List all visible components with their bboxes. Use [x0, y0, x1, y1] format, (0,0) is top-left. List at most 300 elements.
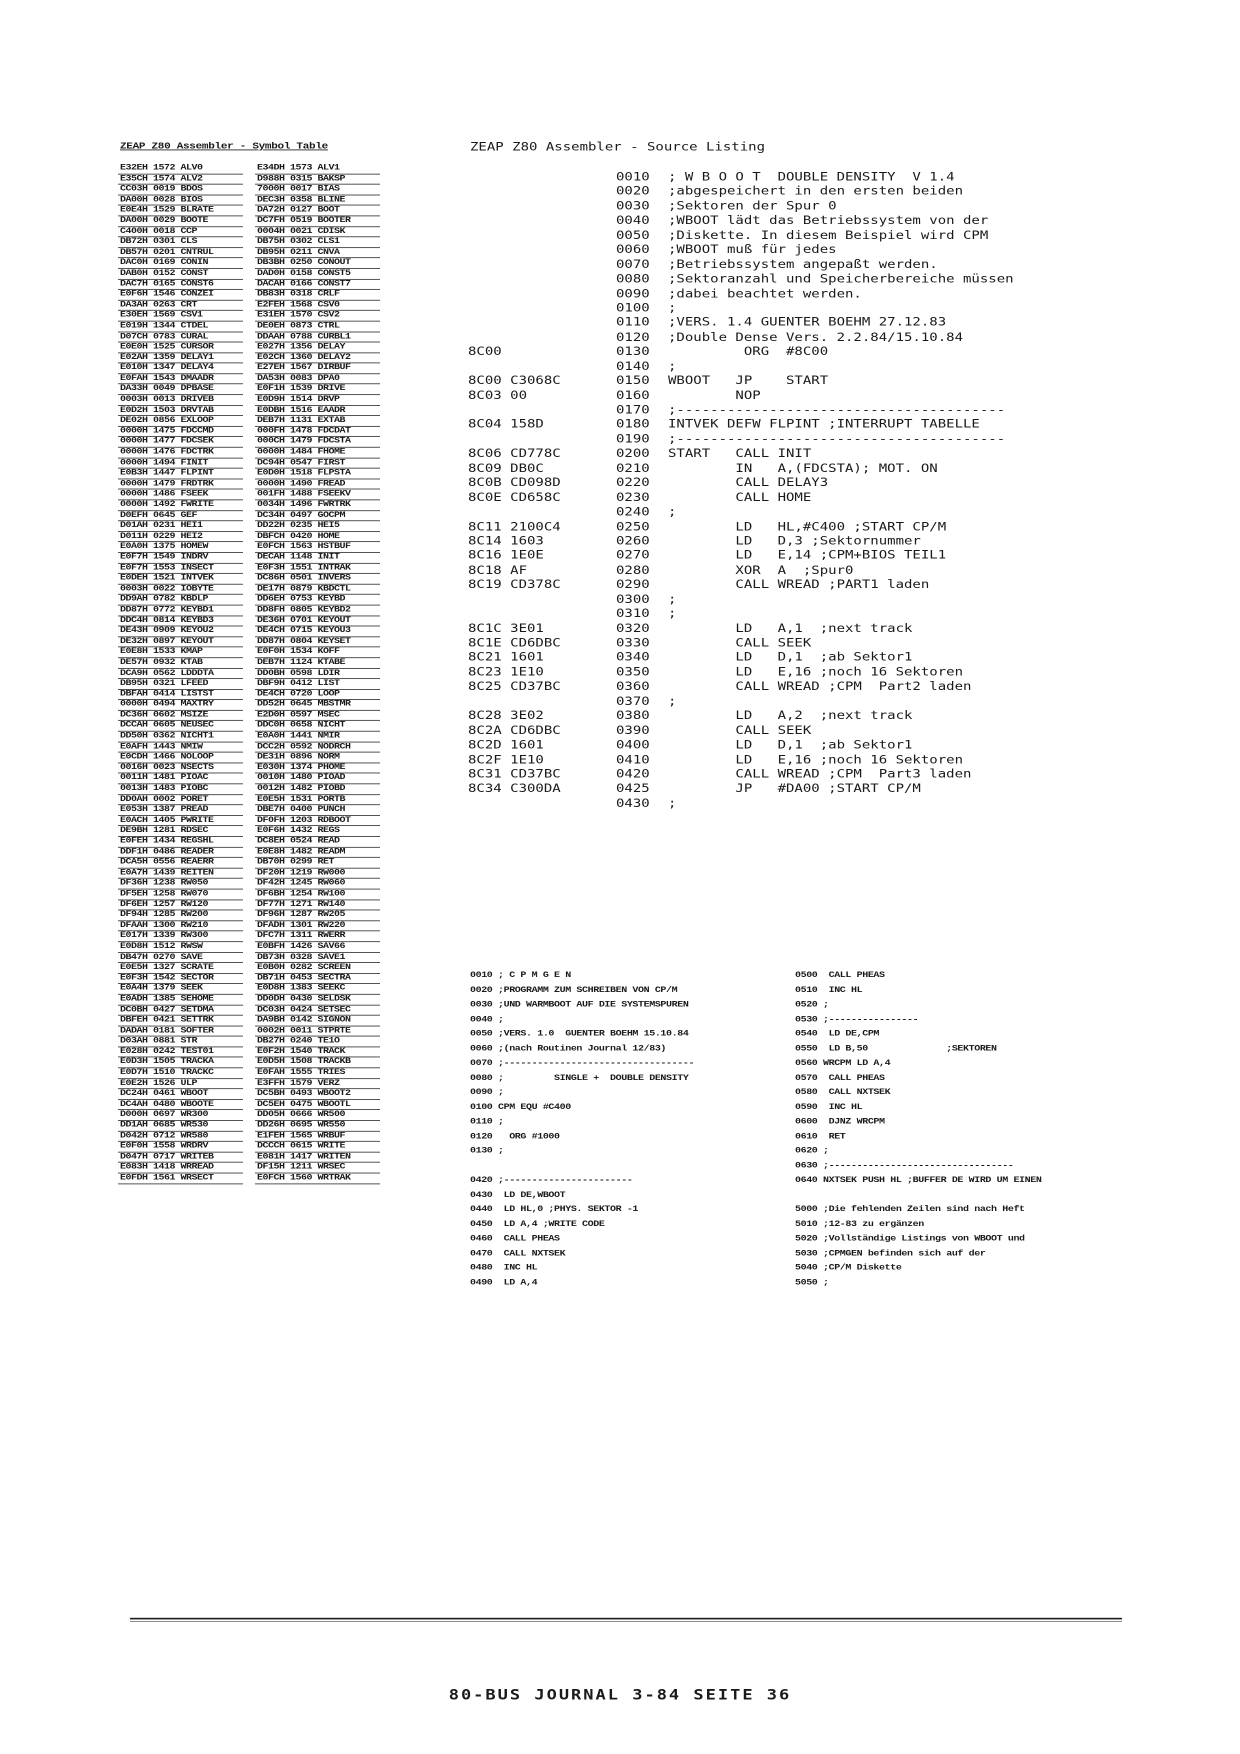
symbol-row [118, 311, 380, 322]
symbol-row [118, 458, 380, 469]
symbol-gap [243, 290, 255, 301]
source-code: LD A,2 ;next track [668, 709, 913, 723]
symbol-gap [243, 773, 255, 784]
symbol-gap [243, 921, 255, 932]
symbol-row [118, 374, 380, 385]
symbol-entry: E0E0H 1525 CURSOR [118, 342, 243, 353]
source-line [468, 433, 1014, 448]
source-line-number: 0030 [616, 199, 650, 213]
symbol-entry: DE32H 0897 KEYOUT [118, 637, 243, 648]
symbol-entry: DC94H 0547 FIRST [255, 458, 380, 469]
symbol-gap [243, 1120, 255, 1131]
symbol-entry: DC03H 0424 SETSEC [255, 1005, 380, 1016]
cpmgen-line: 0480 INC HL [470, 1263, 538, 1273]
symbol-gap [243, 374, 255, 385]
source-line [468, 709, 1014, 724]
symbol-row [118, 195, 380, 206]
source-code: ; [668, 505, 677, 519]
symbol-entry: DD0AH 0002 PORET [118, 794, 243, 805]
symbol-entry: D0EFH 0645 GEF [118, 510, 243, 521]
symbol-entry: DE31H 0896 NORM [255, 752, 380, 763]
source-code: ; [668, 607, 677, 621]
source-code: IN A,(FDCSTA); MOT. ON [668, 461, 938, 476]
source-line-number: 0070 [616, 257, 650, 272]
symbol-entry: E0E5H 1327 SCRATE [118, 963, 243, 974]
cpmgen-line: 0620 ; [795, 1146, 829, 1156]
cpmgen-line: 0010 ; C P M G E N [470, 971, 571, 981]
symbol-row [118, 1141, 380, 1152]
symbol-entry: E0ACH 1405 PWRITE [118, 815, 243, 826]
source-line [468, 549, 1014, 564]
symbol-entry: E0A0H 1375 HOMEW [118, 542, 243, 553]
source-line-number: 0425 [616, 782, 650, 796]
source-line-number: 0390 [616, 723, 650, 738]
symbol-entry: E0D8H 1383 SEEKC [255, 984, 380, 995]
source-code: CALL WREAD ;PART1 laden [668, 578, 930, 592]
symbol-entry: 0012H 1482 PIOBD [255, 784, 380, 795]
symbol-row [118, 1057, 380, 1068]
symbol-entry: E0D9H 1514 DRVP [255, 395, 380, 406]
symbol-row [118, 489, 380, 500]
symbol-row [118, 479, 380, 490]
source-line [468, 767, 1014, 782]
symbol-row [118, 258, 380, 269]
symbol-entry: E0FAH 1543 DMAADR [118, 374, 243, 385]
symbol-entry: E27EH 1567 DIRBUF [255, 363, 380, 374]
symbol-entry: DF6EH 1257 RW120 [118, 900, 243, 911]
source-address: 8C1E CD6DBC [468, 636, 561, 650]
symbol-gap [243, 437, 255, 448]
source-line-number: 0420 [616, 767, 650, 781]
symbol-gap [243, 626, 255, 637]
symbol-entry: D07CH 0783 CURAL [118, 332, 243, 343]
symbol-row [118, 384, 380, 395]
cpmgen-line: 0610 RET [795, 1132, 846, 1142]
source-code: ;--------------------------------------- [668, 403, 1006, 417]
symbol-entry: DFAAH 1300 RW210 [118, 921, 243, 932]
cpmgen-line: 5050 ; [795, 1278, 829, 1288]
symbol-entry: DD87H 0772 KEYBD1 [118, 605, 243, 616]
symbol-entry: DD26H 0695 WR550 [255, 1120, 380, 1131]
source-code: ;WBOOT lädt das Betriebssystem von der [668, 214, 989, 228]
symbol-gap [243, 637, 255, 648]
symbol-gap [243, 857, 255, 868]
cpmgen-line: 0510 INC HL [795, 985, 863, 996]
symbol-entry: DB71H 0453 SECTRA [255, 973, 380, 984]
symbol-gap [243, 311, 255, 322]
symbol-gap [243, 479, 255, 490]
symbol-row [118, 1036, 380, 1047]
symbol-entry: E0DBH 1516 EAADR [255, 405, 380, 416]
symbol-row [118, 868, 380, 879]
symbol-entry: E0B0H 0282 SCREEN [255, 963, 380, 974]
symbol-entry: 001FH 1488 FSEEKV [255, 489, 380, 500]
source-listing-title: ZEAP Z80 Assembler - Source Listing [470, 140, 766, 154]
source-line-number: 0100 [616, 301, 650, 315]
symbol-entry: E010H 1347 DELAY4 [118, 363, 243, 374]
symbol-gap [243, 1057, 255, 1068]
source-line-number: 0410 [616, 752, 650, 767]
symbol-entry: E0E8H 1533 KMAP [118, 647, 243, 658]
symbol-gap [243, 258, 255, 269]
source-line [468, 666, 1014, 681]
symbol-gap [243, 984, 255, 995]
symbol-entry: DB3BH 0250 CONOUT [255, 258, 380, 269]
symbol-gap [243, 447, 255, 458]
symbol-entry: 0000H 1479 FRDTRK [118, 479, 243, 490]
symbol-entry: D011H 0229 HEI2 [118, 531, 243, 542]
symbol-gap [243, 658, 255, 669]
symbol-entry: 0000H 1484 FHOME [255, 447, 380, 458]
cpmgen-line: 0460 CALL PHEAS [470, 1234, 560, 1244]
symbol-gap [243, 616, 255, 627]
symbol-row [118, 658, 380, 669]
symbol-entry: E1FEH 1565 WRBUF [255, 1131, 380, 1142]
symbol-gap [243, 900, 255, 911]
symbol-entry: E0D3H 1505 TRACKA [118, 1057, 243, 1068]
source-line-number: 0180 [616, 417, 650, 432]
symbol-entry: D03AH 0881 STR [118, 1036, 243, 1047]
cpmgen-line [795, 1188, 1041, 1203]
symbol-gap [243, 395, 255, 406]
source-line [468, 243, 1014, 258]
symbol-row [118, 900, 380, 911]
symbol-entry: DF0FH 1203 RDBOOT [255, 815, 380, 826]
symbol-gap [243, 721, 255, 732]
symbol-row [118, 847, 380, 858]
symbol-row [118, 984, 380, 995]
symbol-gap [243, 731, 255, 742]
symbol-entry: DCCCH 0615 WRITE [255, 1141, 380, 1152]
symbol-entry: E0F3H 1551 INTRAK [255, 563, 380, 574]
source-line [468, 272, 1014, 287]
symbol-row [118, 416, 380, 427]
source-address: 8C11 2100C4 [468, 519, 561, 534]
symbol-entry: E0A7H 1439 REITEN [118, 868, 243, 879]
symbol-row [118, 952, 380, 963]
symbol-gap [243, 332, 255, 343]
symbol-entry: DF6BH 1254 RW100 [255, 889, 380, 900]
source-line-number: 0080 [616, 272, 650, 286]
symbol-entry: DD0BH 0598 LDIR [255, 668, 380, 679]
source-code: CALL SEEK [668, 636, 812, 650]
symbol-gap [243, 195, 255, 206]
symbol-gap [243, 952, 255, 963]
cpmgen-line: 0080 ; SINGLE + DOUBLE DENSITY [470, 1073, 689, 1083]
cpmgen-line: 0020 ;PROGRAMM ZUM SCHREIBEN VON CP/M [470, 985, 678, 996]
source-code: ;VERS. 1.4 GUENTER BOEHM 27.12.83 [668, 316, 947, 330]
source-line-number: 0320 [616, 621, 650, 636]
source-line-number: 0370 [616, 694, 650, 709]
source-line [468, 607, 1014, 622]
symbol-entry: DB47H 0270 SAVE [118, 952, 243, 963]
symbol-gap [243, 679, 255, 690]
symbol-row [118, 668, 380, 679]
source-address: 8C09 DB0C [468, 461, 544, 476]
symbol-gap [243, 300, 255, 311]
symbol-row [118, 879, 380, 890]
symbol-entry: DF77H 1271 RW140 [255, 900, 380, 911]
source-line [468, 258, 1014, 273]
symbol-entry: E0D5H 1508 TRACKB [255, 1057, 380, 1068]
symbol-entry: DB72H 0301 CLS [118, 237, 243, 248]
symbol-row [118, 542, 380, 553]
symbol-entry: DACAH 0166 CONST7 [255, 279, 380, 290]
symbol-gap [243, 216, 255, 227]
symbol-gap [243, 164, 255, 174]
source-address: 8C00 C3068C [468, 374, 561, 388]
symbol-gap [243, 563, 255, 574]
symbol-entry: DA72H 0127 BOOT [255, 205, 380, 216]
symbol-entry: E0E2H 1526 ULP [118, 1078, 243, 1089]
symbol-entry: DE43H 0909 KEYOU2 [118, 626, 243, 637]
symbol-gap [243, 826, 255, 837]
symbol-entry: E0F7H 1549 INDRV [118, 552, 243, 563]
source-code: LD E,14 ;CPM+BIOS TEIL1 [668, 549, 947, 563]
symbol-gap [243, 458, 255, 469]
symbol-gap [243, 1163, 255, 1174]
source-line [468, 491, 1014, 506]
symbol-entry: DA33H 0049 DPBASE [118, 384, 243, 395]
symbol-row [118, 500, 380, 511]
symbol-entry: 0000H 1494 FINIT [118, 458, 243, 469]
source-address: 8C2A CD6DBC [468, 723, 561, 738]
symbol-entry: DE02H 0856 EXLOOP [118, 416, 243, 427]
symbol-row [118, 973, 380, 984]
symbol-entry: DC34H 0497 GOCPM [255, 510, 380, 521]
symbol-row [118, 679, 380, 690]
symbol-entry: E0F3H 1542 SECTOR [118, 973, 243, 984]
symbol-entry: DF5EH 1258 RW070 [118, 889, 243, 900]
symbol-entry: 0034H 1496 FWRTRK [255, 500, 380, 511]
symbol-row [118, 332, 380, 343]
symbol-row [118, 174, 380, 185]
symbol-gap [243, 1068, 255, 1079]
symbol-gap [243, 868, 255, 879]
symbol-entry: E0E5H 1531 PORTB [255, 794, 380, 805]
symbol-gap [243, 742, 255, 753]
symbol-row [118, 1120, 380, 1131]
source-line [468, 578, 1014, 593]
cpmgen-line: 0520 ; [795, 1000, 829, 1010]
source-line [468, 287, 1014, 302]
source-line [468, 534, 1014, 549]
symbol-gap [243, 1141, 255, 1152]
symbol-gap [243, 279, 255, 290]
source-code: ; [668, 592, 677, 607]
symbol-entry: DC4AH 0480 WBOOTE [118, 1099, 243, 1110]
cpmgen-line: 0110 ; [470, 1117, 504, 1127]
source-code: ;WBOOT muß für jedes [668, 243, 837, 257]
symbol-entry: DC5EH 0475 WBOOTL [255, 1099, 380, 1110]
symbol-gap [243, 1078, 255, 1089]
symbol-row [118, 1163, 380, 1174]
source-line-number: 0140 [616, 359, 650, 374]
source-line [468, 738, 1014, 753]
symbol-entry: E0DEH 1521 INTVEK [118, 573, 243, 584]
symbol-entry: DB73H 0328 SAVE1 [255, 952, 380, 963]
source-line [468, 520, 1014, 535]
symbol-row [118, 931, 380, 942]
symbol-entry: DC5BH 0493 WBOOT2 [255, 1089, 380, 1100]
symbol-entry: DA00H 0028 BIOS [118, 195, 243, 206]
source-line-number: 0290 [616, 578, 650, 592]
symbol-entry: E0FAH 1555 TRIES [255, 1068, 380, 1079]
symbol-row [118, 647, 380, 658]
source-line [468, 447, 1014, 462]
symbol-row [118, 963, 380, 974]
symbol-entry: 0000H 1486 FSEEK [118, 489, 243, 500]
cpmgen-line: 0550 LD B,50 ;SEKTOREN [795, 1044, 997, 1054]
symbol-gap [243, 521, 255, 532]
source-line [468, 360, 1014, 375]
source-line [468, 564, 1014, 579]
symbol-gap [243, 1015, 255, 1026]
source-code: ; W B O O T DOUBLE DENSITY V 1.4 [668, 170, 955, 184]
symbol-row [118, 942, 380, 953]
symbol-gap [243, 531, 255, 542]
source-line [468, 476, 1014, 491]
symbol-entry: E0E4H 1529 BLRATE [118, 205, 243, 216]
symbol-entry: DF96H 1287 RW205 [255, 910, 380, 921]
symbol-entry: D01AH 0231 HEI1 [118, 521, 243, 532]
source-line [468, 593, 1014, 608]
source-line-number: 0040 [616, 214, 650, 228]
symbol-row [118, 552, 380, 563]
source-address: 8C16 1E0E [468, 549, 544, 563]
symbol-gap [243, 647, 255, 658]
symbol-entry: E028H 0242 TEST01 [118, 1047, 243, 1058]
cpmgen-line: 5040 ;CP/M Diskette [795, 1263, 902, 1273]
symbol-gap [243, 1026, 255, 1037]
symbol-entry: DDAAH 0788 CURBL1 [255, 332, 380, 343]
symbol-entry: 0002H 0011 STPRTE [255, 1026, 380, 1037]
symbol-row [118, 1026, 380, 1037]
symbol-entry: DF20H 1219 RW000 [255, 868, 380, 879]
symbol-entry: DAC0H 0169 CONIN [118, 258, 243, 269]
cpmgen-line: 0060 ;(nach Routinen Journal 12/83) [470, 1044, 667, 1054]
symbol-entry: E0F1H 1539 DRIVE [255, 384, 380, 395]
source-line-number: 0240 [616, 505, 650, 519]
symbol-entry: E30EH 1569 CSV1 [118, 311, 243, 322]
source-line [468, 651, 1014, 666]
symbol-gap [243, 595, 255, 606]
symbol-entry: DE9BH 1281 RDSEC [118, 826, 243, 837]
symbol-gap [243, 847, 255, 858]
source-line-number: 0400 [616, 738, 650, 752]
source-code: ;Double Dense Vers. 2.2.84/15.10.84 [668, 330, 964, 344]
symbol-entry: E2D0H 0597 MSEC [255, 710, 380, 721]
symbol-row [118, 216, 380, 227]
source-address: 8C14 1603 [468, 534, 544, 548]
symbol-entry: 0011H 1481 PIOAC [118, 773, 243, 784]
source-code: ; [668, 301, 677, 315]
symbol-gap [243, 489, 255, 500]
source-code: CALL WREAD ;CPM Part3 laden [668, 767, 972, 781]
symbol-row [118, 531, 380, 542]
source-address: 8C00 [468, 345, 502, 359]
symbol-row [118, 279, 380, 290]
symbol-entry: E0FCH 1560 WRTRAK [255, 1173, 380, 1184]
symbol-entry: E0F0H 1558 WRDRV [118, 1141, 243, 1152]
source-line [468, 170, 1014, 185]
symbol-gap [243, 268, 255, 279]
source-address: 8C1C 3E01 [468, 621, 544, 636]
cpmgen-line: 0050 ;VERS. 1.0 GUENTER BOEHM 15.10.84 [470, 1029, 689, 1039]
symbol-entry: DE4CH 0720 LOOP [255, 689, 380, 700]
source-code: LD HL,#C400 ;START CP/M [668, 519, 947, 534]
cpmgen-line: 0040 ; [470, 1015, 504, 1025]
source-line [468, 418, 1014, 433]
symbol-entry: DBF9H 0412 LIST [255, 679, 380, 690]
cpmgen-listing-right [795, 969, 1041, 1291]
symbol-gap [243, 1099, 255, 1110]
source-line [468, 622, 1014, 637]
symbol-entry: E32EH 1572 ALV0 [118, 164, 243, 174]
symbol-row [118, 237, 380, 248]
symbol-entry: E0ADH 1385 SEHOME [118, 994, 243, 1005]
symbol-entry: 0010H 1480 PIOAD [255, 773, 380, 784]
symbol-row [118, 1047, 380, 1058]
symbol-entry: E0F6H 1546 CONZEI [118, 290, 243, 301]
source-line-number: 0120 [616, 330, 650, 344]
symbol-gap [243, 942, 255, 953]
symbol-entry: DB57H 0201 CNTRUL [118, 247, 243, 258]
symbol-gap [243, 973, 255, 984]
source-line-number: 0010 [616, 170, 650, 184]
symbol-row [118, 226, 380, 237]
symbol-entry: DA3AH 0263 CRT [118, 300, 243, 311]
source-line [468, 403, 1014, 418]
source-line-number: 0380 [616, 709, 650, 723]
symbol-row [118, 784, 380, 795]
symbol-entry: E2FEH 1568 CSV0 [255, 300, 380, 311]
symbol-entry: DD50H 0362 NICHT1 [118, 731, 243, 742]
source-code: ; [668, 359, 677, 374]
symbol-entry: DE57H 0932 KTAB [118, 658, 243, 669]
symbol-entry: E0FDH 1561 WRSECT [118, 1173, 243, 1184]
source-line [468, 389, 1014, 404]
symbol-entry: D047H 0717 WRITEB [118, 1152, 243, 1163]
source-line-number: 0300 [616, 592, 650, 607]
source-address: 8C2F 1E10 [468, 752, 544, 767]
source-address: 8C23 1E10 [468, 665, 544, 679]
symbol-row [118, 584, 380, 595]
source-line-number: 0250 [616, 519, 650, 534]
symbol-entry: CC03H 0019 BDOS [118, 184, 243, 195]
symbol-entry: DE17H 0879 KBDCTL [255, 584, 380, 595]
source-code: ;dabei beachtet werden. [668, 286, 862, 301]
symbol-entry: DB70H 0299 RET [255, 857, 380, 868]
symbol-entry: 0016H 0023 NSECTS [118, 763, 243, 774]
symbol-entry: 0000H 1492 FWRITE [118, 500, 243, 511]
symbol-row [118, 994, 380, 1005]
symbol-gap [243, 573, 255, 584]
source-line-number: 0270 [616, 549, 650, 563]
source-code: NOP [668, 388, 761, 403]
source-line-number: 0110 [616, 316, 650, 330]
symbol-row [118, 573, 380, 584]
symbol-row [118, 836, 380, 847]
symbol-gap [243, 426, 255, 437]
symbol-entry: E35CH 1574 ALV2 [118, 174, 243, 185]
symbol-row [118, 521, 380, 532]
symbol-gap [243, 468, 255, 479]
cpmgen-line: 0580 CALL NXTSEK [795, 1088, 891, 1098]
symbol-entry: E0FEH 1434 REGSHL [118, 836, 243, 847]
source-code: LD A,1 ;next track [668, 621, 913, 636]
source-line [468, 229, 1014, 244]
